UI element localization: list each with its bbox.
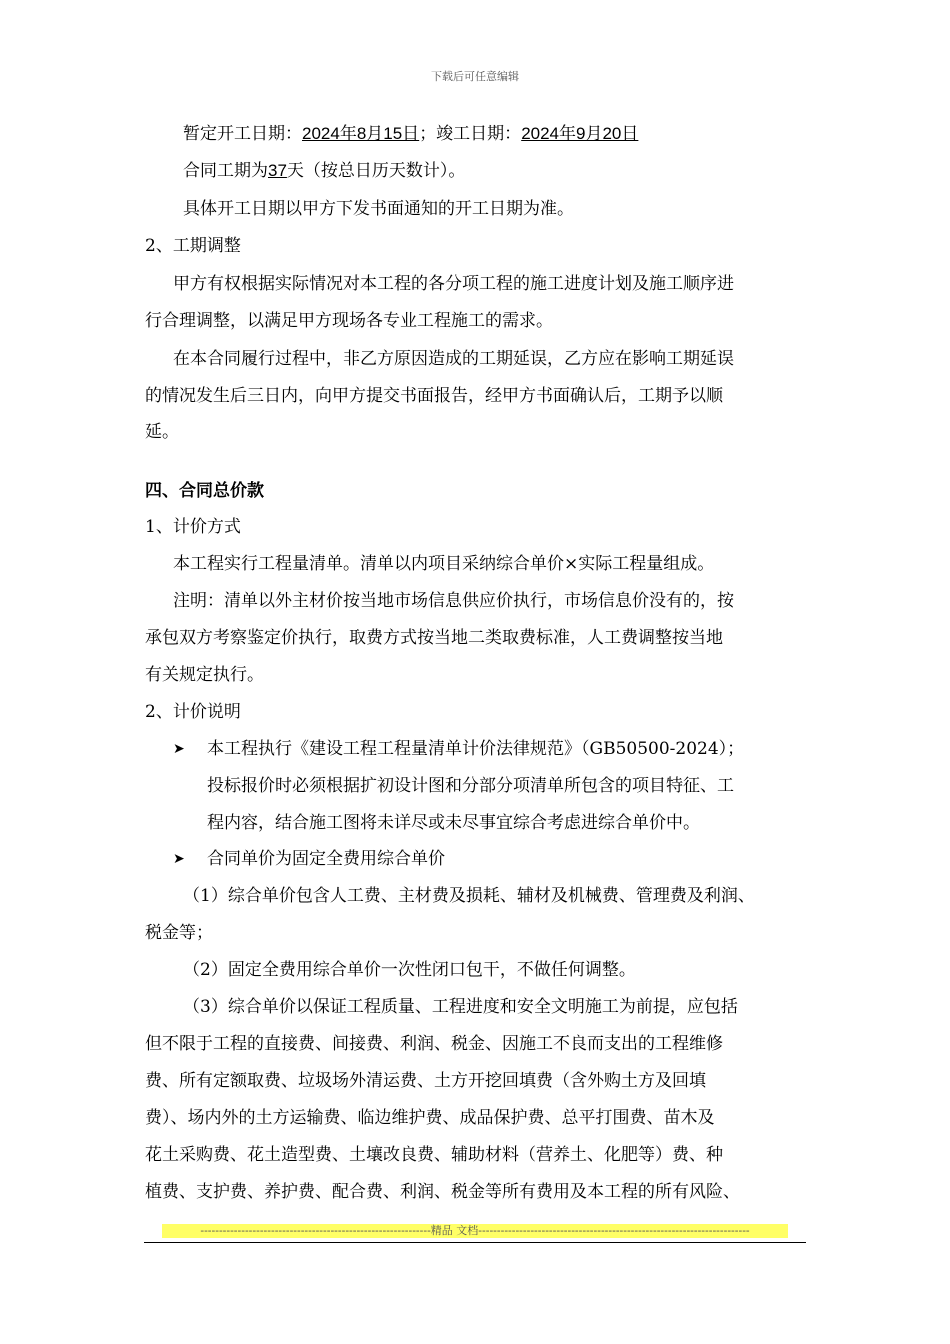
dates-line [183, 123, 638, 145]
duration-suffix: 天（按总日历天数计）。 [286, 161, 466, 181]
page-header: 下载后可任意编辑 [431, 70, 519, 83]
numbered-item-3-cont: 但不限于工程的直接费、间接费、利润、税金、因施工不良而支出的工程维修 [145, 1034, 723, 1054]
numbered-item-3-cont: 费）、场内外的土方运输费、临边维护费、成品保护费、总平打围费、苗木及 [145, 1108, 715, 1128]
numbered-item-3-cont: 费、所有定额取费、垃圾场外清运费、土方开挖回填费（含外购土方及回填 [145, 1071, 706, 1091]
end-date-value: 2024年9月20日 [521, 124, 639, 143]
paragraph-line: 本工程实行工程量清单。清单以内项目采纳综合单价×实际工程量组成。 [173, 554, 715, 574]
numbered-item-3: （3）综合单价以保证工程质量、工程进度和安全文明施工为前提，应包括 [183, 997, 738, 1017]
paragraph-line: 注明：清单以外主材价按当地市场信息供应价执行，市场信息价没有的，按 [173, 591, 734, 611]
paragraph-line: 承包双方考察鉴定价执行，取费方式按当地二类取费标准，人工费调整按当地 [145, 628, 723, 648]
footer-divider [144, 1242, 806, 1243]
paragraph-line: 的情况发生后三日内，向甲方提交书面报告，经甲方书面确认后，工期予以顺 [145, 386, 723, 406]
start-date-value: 2024年8月15日 [302, 124, 420, 143]
section-heading-4: 四、合同总价款 [145, 481, 264, 501]
bullet-item-1: 本工程执行《建设工程工程量清单计价法律规范》（GB50500-2024）； [207, 739, 745, 759]
numbered-item-3-cont: 植费、支护费、养护费、配合费、利润、税金等所有费用及本工程的所有风险、 [145, 1182, 740, 1202]
page-footer: --------------------------------------------------------------精品 文档------------------------------------------------------------------------- [162, 1224, 788, 1238]
numbered-item-2: （2）固定全费用综合单价一次性闭口包干，不做任何调整。 [183, 960, 636, 980]
paragraph-line: 有关规定执行。 [145, 665, 264, 685]
paragraph-line: 行合理调整，以满足甲方现场各专业工程施工的需求。 [145, 311, 553, 331]
bullet-item-1-cont: 程内容，结合施工图将未详尽或未尽事宜综合考虑进综合单价中。 [207, 813, 700, 833]
paragraph-line: 延。 [145, 422, 179, 442]
subheading-schedule-adjust: 2、工期调整 [145, 236, 241, 256]
start-date-label: 暂定开工日期： [183, 124, 302, 144]
subheading-pricing-method: 1、计价方式 [145, 517, 241, 537]
duration-prefix: 合同工期为 [183, 161, 268, 181]
duration-days: 37 [268, 161, 287, 180]
duration-line [183, 160, 465, 182]
paragraph-line: 具体开工日期以甲方下发书面通知的开工日期为准。 [183, 199, 574, 219]
bullet-item-1-cont: 投标报价时必须根据扩初设计图和分部分项清单所包含的项目特征、工 [207, 776, 734, 796]
numbered-item-1: （1）综合单价包含人工费、主材费及损耗、辅材及机械费、管理费及利润、 [183, 886, 755, 906]
numbered-item-1-cont: 税金等； [145, 923, 213, 943]
numbered-item-3-cont: 花土采购费、花土造型费、土壤改良费、辅助材料（营养土、化肥等）费、种 [145, 1145, 723, 1165]
arrow-bullet-icon: ➤ [173, 851, 185, 867]
paragraph-line: 甲方有权根据实际情况对本工程的各分项工程的施工进度计划及施工顺序进 [173, 274, 734, 294]
paragraph-line: 在本合同履行过程中，非乙方原因造成的工期延误，乙方应在影响工期延误 [173, 349, 734, 369]
bullet-item-2: 合同单价为固定全费用综合单价 [207, 849, 445, 869]
arrow-bullet-icon: ➤ [173, 741, 185, 757]
dates-separator: ；竣工日期： [419, 124, 522, 144]
subheading-pricing-notes: 2、计价说明 [145, 702, 241, 722]
